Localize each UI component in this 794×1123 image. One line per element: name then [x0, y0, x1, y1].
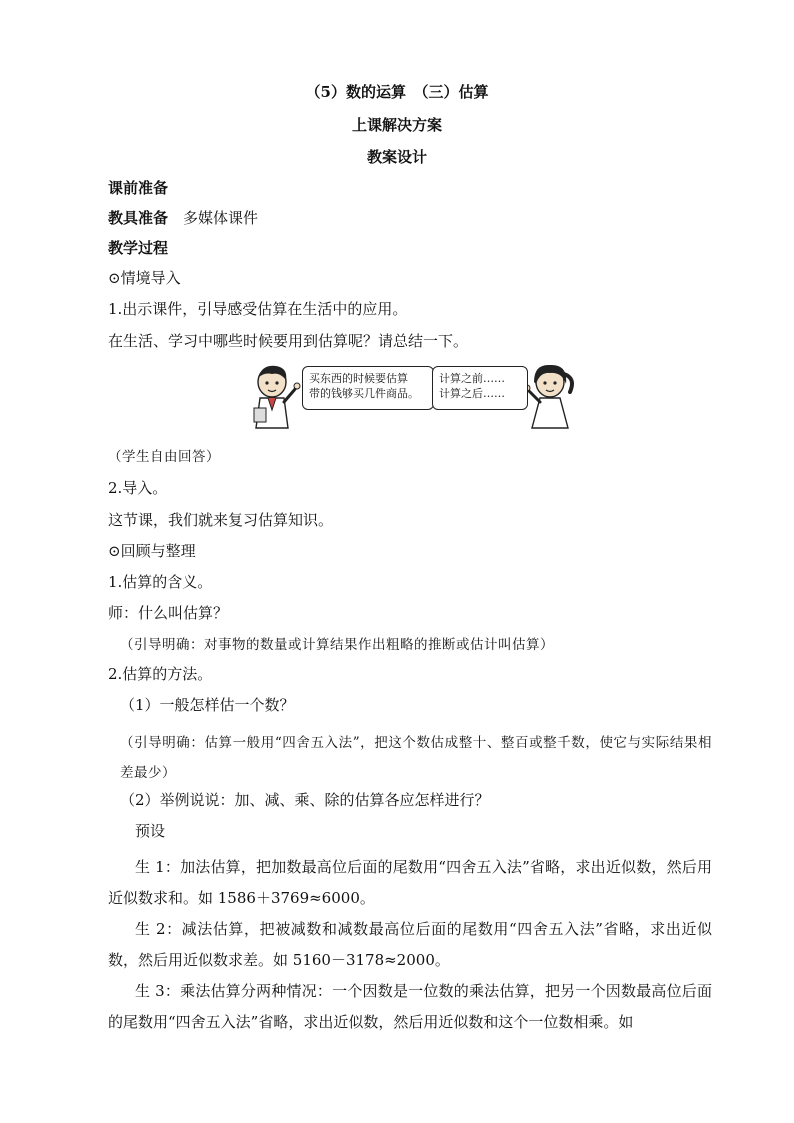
girl-speech-line-2: 计算之后…… [439, 387, 505, 400]
part2-p8: 预设 [135, 822, 166, 840]
part1-p2: 在生活、学习中哪些时候要用到估算呢？请总结一下。 [108, 332, 469, 350]
page-title: （5）数的运算 （三）估算 [305, 83, 489, 101]
part2-p2: 师：什么叫估算？ [108, 604, 229, 622]
boy-speech-line-2: 带的钱够买几件商品。 [309, 387, 419, 400]
boy-speech-line-1: 买东西的时候要估算 [309, 372, 408, 385]
student-3-answer: 生 3：乘法估算分两种情况：一个因数是一位数的乘法估算，把另一个因数最高位后面的尾数用“四舍五入法”省略，求出近似数，然后用近似数和这个一位数相乘。如 [108, 982, 712, 1031]
part2-p1: 1.估算的含义。 [108, 573, 213, 591]
student-2-answer: 生 2：减法估算，把被减数和减数最高位后面的尾数用“四舍五入法”省略，求出近似数，然后用近似数求差。如 5160－3178≈2000。 [108, 920, 712, 969]
section-title: 教案设计 [366, 148, 427, 166]
part2-p5: （1）一般怎样估一个数？ [120, 696, 295, 714]
page-subtitle: 上课解决方案 [351, 116, 442, 134]
dialogue-illustration [250, 362, 580, 434]
part2-p3: （引导明确：对事物的数量或计算结果作出粗略的推断或估计叫估算） [120, 637, 554, 653]
part2-p6: （引导明确：估算一般用“四舍五入法”，把这个数估成整十、整百或整千数，使它与实际结果相差最少） [120, 735, 712, 781]
boy-speech-bubble [302, 366, 434, 410]
girl-speech-line-1: 计算之前…… [439, 372, 505, 385]
part1-p4: 2.导入。 [108, 479, 168, 497]
tools-label: 教具准备 [108, 209, 169, 227]
part1-title: ⊙情境导入 [108, 269, 181, 287]
student-1-answer: 生 1：加法估算，把加数最高位后面的尾数用“四舍五入法”省略，求出近似数，然后用近似数求和。如 1586＋3769≈6000。 [108, 858, 712, 907]
tools-value: 多媒体课件 [183, 209, 259, 227]
girl-speech-bubble [432, 366, 528, 410]
part1-p1: 1.出示课件，引导感受估算在生活中的应用。 [108, 300, 408, 318]
part1-p3: （学生自由回答） [108, 449, 220, 465]
part2-title: ⊙回顾与整理 [108, 542, 196, 560]
tools-line [108, 208, 718, 228]
part2-p7: （2）举例说说：加、减、乘、除的估算各应怎样进行？ [120, 791, 490, 809]
part2-p4: 2.估算的方法。 [108, 665, 213, 683]
process-heading: 教学过程 [108, 239, 169, 257]
part1-p5: 这节课，我们就来复习估算知识。 [108, 511, 334, 529]
prep-heading: 课前准备 [108, 179, 169, 197]
